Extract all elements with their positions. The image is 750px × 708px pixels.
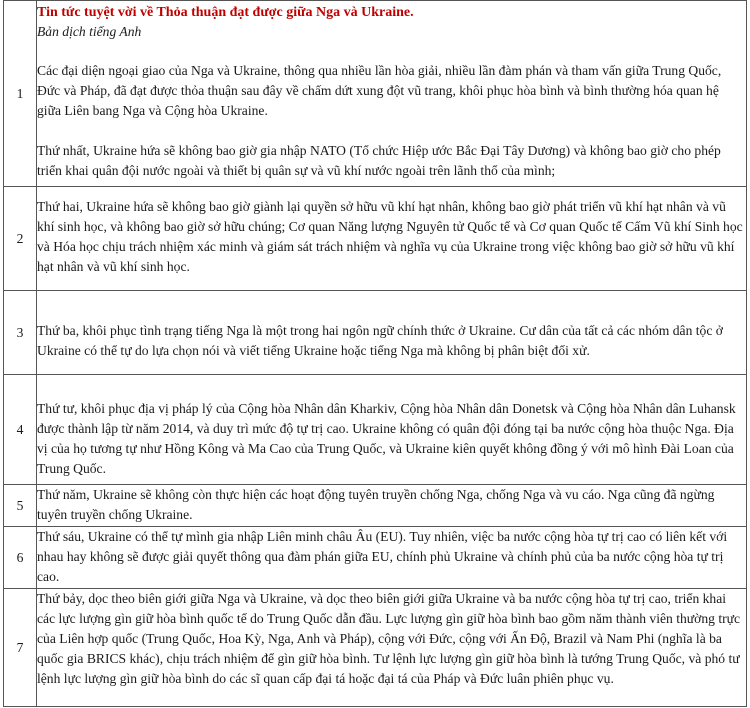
row-number: 6 <box>4 527 37 589</box>
row-number: 7 <box>4 589 37 707</box>
document-title: Tin tức tuyệt vời về Thỏa thuận đạt được giữa Nga và Ukraine. <box>37 5 414 20</box>
paragraph: Thứ bảy, dọc theo biên giới giữa Nga và Ukraine, và dọc theo biên giới giữa Ukraine và ba nước cộng hòa tự trị cao, triển khai các lực lượng gìn giữ hòa bình quốc tế do Trung Quốc dẫn đầu. Lực lượng gìn giữ hòa bình bao gồm năm thành viên thường trực của Liên hợp quốc (Trung Quốc, Hoa Kỳ, Nga, Anh và Pháp), cộng với Đức, cộng với Ấn Độ, Brazil và Nam Phi (nghĩa là ba quốc gia BRICS khác), chịu trách nhiệm để gìn giữ hòa bình. Tư lệnh lực lượng gìn giữ hòa bình là tướng Trung Quốc, và phó tư lệnh lực lượng gìn giữ hòa bình do các sĩ quan cấp đại tá hoặc đại tá của Pháp và Đức luân phiên phục vụ. <box>37 591 741 686</box>
paragraph: Thứ năm, Ukraine sẽ không còn thực hiện các hoạt động tuyên truyền chống Nga, chống Nga và vu cáo. Nga cũng đã ngừng tuyên truyền chống Ukraine. <box>37 487 715 522</box>
row-content <box>37 187 747 291</box>
row-content <box>37 375 747 485</box>
table-row <box>4 187 747 291</box>
table-row <box>4 527 747 589</box>
row-number: 2 <box>4 187 37 291</box>
row-content <box>37 527 747 589</box>
row-content <box>37 291 747 375</box>
row-number: 1 <box>4 1 37 187</box>
row-number: 5 <box>4 485 37 527</box>
table-row <box>4 485 747 527</box>
table-row <box>4 291 747 375</box>
table-row <box>4 1 747 187</box>
table-row <box>4 589 747 707</box>
document-subtitle: Bản dịch tiếng Anh <box>37 24 142 39</box>
row-content <box>37 485 747 527</box>
table-row <box>4 375 747 485</box>
paragraph: Các đại diện ngoại giao của Nga và Ukraine, thông qua nhiều lần hòa giải, nhiều lần đàm phán và tham vấn giữa Trung Quốc, Đức và Pháp, đã đạt được thỏa thuận sau đây về chấm dứt xung đột vũ trang, khôi phục hòa bình và bình thường hóa quan hệ giữa Liên bang Nga và Cộng hòa Ukraine. <box>37 63 722 118</box>
row-content <box>37 1 747 187</box>
row-number: 4 <box>4 375 37 485</box>
row-content <box>37 589 747 707</box>
paragraph: Thứ sáu, Ukraine có thể tự mình gia nhập Liên minh châu Âu (EU). Tuy nhiên, việc ba nước cộng hòa tự trị cao có liên kết với nhau hay không sẽ được giải quyết thông qua đàm phán giữa EU, chính phủ Ukraine và chính phủ của ba nước cộng hòa tự trị cao. <box>37 529 728 584</box>
agreement-table <box>3 0 747 707</box>
paragraph: Thứ tư, khôi phục địa vị pháp lý của Cộng hòa Nhân dân Kharkiv, Cộng hòa Nhân dân Donetsk và Cộng hòa Nhân dân Luhansk được thành lập từ năm 2014, và duy trì mức độ tự trị cao. Ukraine không có quân đội đóng tại ba nước cộng hòa thuộc Nga. Địa vị của họ tương tự như Hồng Kông và Ma Cao của Trung Quốc, và Ukraine kiên quyết không đồng ý với mô hình Đài Loan của Trung Quốc. <box>37 401 736 476</box>
paragraph: Thứ nhất, Ukraine hứa sẽ không bao giờ gia nhập NATO (Tổ chức Hiệp ước Bắc Đại Tây Dương) và không bao giờ cho phép triển khai quân đội nước ngoài và thiết bị quân sự và vũ khí nước ngoài trên lãnh thổ của mình; <box>37 143 721 178</box>
paragraph: Thứ ba, khôi phục tình trạng tiếng Nga là một trong hai ngôn ngữ chính thức ở Ukraine. Cư dân của tất cả các nhóm dân tộc ở Ukraine có thể tự do lựa chọn nói và viết tiếng Ukraine hoặc tiếng Nga mà không bị phân biệt đối xử. <box>37 323 723 358</box>
row-number: 3 <box>4 291 37 375</box>
paragraph: Thứ hai, Ukraine hứa sẽ không bao giờ giành lại quyền sở hữu vũ khí hạt nhân, không bao giờ phát triển vũ khí hạt nhân và vũ khí sinh học, và không bao giờ sở hữu chúng; Cơ quan Năng lượng Nguyên tử Quốc tế và Cơ quan Quốc tế Cấm Vũ khí Sinh học và Hóa học chịu trách nhiệm xác minh và giám sát trách nhiệm và nghĩa vụ của Ukraine trong việc không bao giờ sở hữu vũ khí hạt nhân và vũ khí sinh học. <box>37 199 743 274</box>
